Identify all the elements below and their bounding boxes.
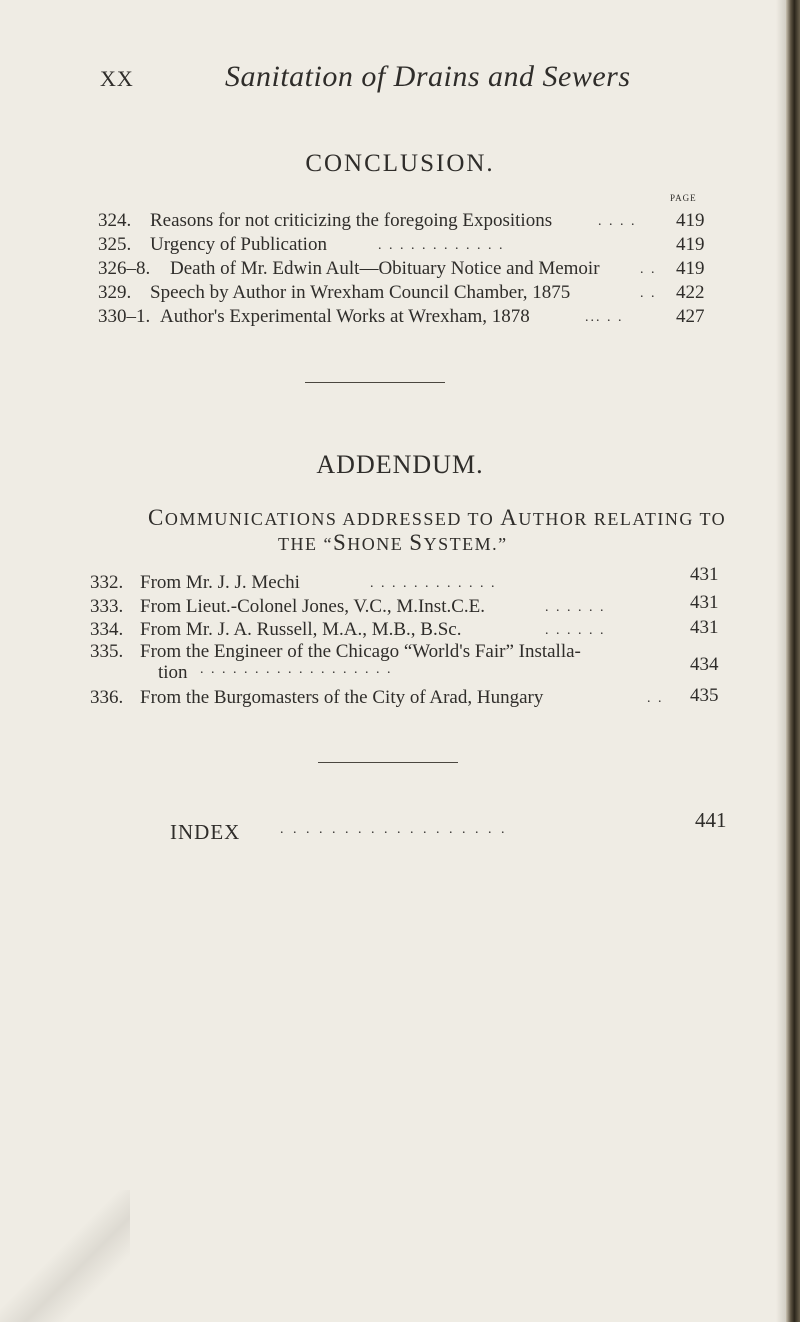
toc-entry-number: 326–8. [98,258,151,279]
dot-leader: . . . . . . . . . . . . . . . . . . [200,662,393,677]
toc-entry [0,258,800,280]
section-divider [305,382,445,383]
dot-leader: . . . . . . [545,623,606,638]
dot-leader: . . . . . . . . . . . . [370,576,497,591]
addendum-subtitle: COMMUNICATIONS ADDRESSED TO AUTHOR RELATING TO [148,505,727,530]
toc-entry-number: 324. [98,210,132,231]
toc-entry-text: Reasons for not criticizing the foregoing Expositions [150,210,553,231]
addendum-entry-number: 335. [90,641,124,662]
addendum-entry [0,564,800,594]
index-label: INDEX [170,820,241,844]
index-entry [0,808,800,846]
addendum-entry-text: tion [158,662,188,683]
addendum-entry-text: From Mr. J. J. Mechi [140,572,300,593]
addendum-entry-text: From the Burgomasters of the City of Arad, Hungary [140,687,544,708]
conclusion-heading: CONCLUSION. [305,150,495,177]
addendum-entry-text: From Lieut.-Colonel Jones, V.C., M.Inst.C.E. [140,596,486,617]
spine-shadow [776,0,786,1322]
page-shadow [0,1190,130,1322]
addendum-entry-text: From Mr. J. A. Russell, M.A., M.B., B.Sc. [140,619,462,640]
addendum-heading: ADDENDUM. [316,450,484,479]
addendum-entry [0,641,800,663]
dot-leader: ... . . [585,310,624,325]
toc-entry [0,306,800,328]
addendum-subtitle-continued: THE “SHONE SYSTEM.” [278,530,508,555]
toc-entry [0,210,800,232]
toc-entry-text: Speech by Author in Wrexham Council Chamber, 1875 [150,282,571,303]
toc-entry-text: Urgency of Publication [150,234,327,255]
dot-leader: . . [647,691,664,706]
addendum-entry [0,592,800,618]
toc-entry-number: 330–1. [98,306,151,327]
addendum-entry-continued [0,654,800,684]
toc-entry [0,282,800,304]
addendum-entry-number: 333. [90,596,124,617]
toc-entry-text: Author's Experimental Works at Wrexham, 1878 [160,306,530,327]
addendum-entry-page: 431 [690,592,719,613]
toc-entry-text: Death of Mr. Edwin Ault—Obituary Notice and Memoir [170,258,600,279]
page-numeral: XX [100,66,134,91]
addendum-entry-text: From the Engineer of the Chicago “World's Fair” Installa- [140,641,581,662]
addendum-entry-number: 332. [90,572,124,593]
dot-leader: . . [640,286,657,301]
toc-entry-page: 419 [676,234,705,255]
page-column-label: PAGE [670,193,697,203]
addendum-entry-page: 431 [690,617,719,638]
toc-entry-page: 422 [676,282,705,303]
dot-leader: . . [640,262,657,277]
toc-entry-page: 419 [676,210,705,231]
book-spine [786,0,800,1322]
addendum-entry-page: 435 [690,685,719,706]
index-page: 441 [695,808,727,832]
addendum-entry-page: 434 [690,654,719,675]
dot-leader: . . . . [598,214,637,229]
running-head [0,60,800,100]
toc-entry-page: 419 [676,258,705,279]
dot-leader: . . . . . . . . . . . . [378,238,505,253]
addendum-entry-number: 334. [90,619,124,640]
addendum-entry-page: 431 [690,564,719,585]
dot-leader: . . . . . . [545,600,606,615]
running-title: Sanitation of Drains and Sewers [225,60,631,93]
dot-leader: . . . . . . . . . . . . . . . . . . [280,822,508,837]
addendum-entry [0,687,800,709]
toc-entry-page: 427 [676,306,705,327]
toc-entry-number: 329. [98,282,132,303]
section-divider [318,762,458,763]
addendum-entry [0,619,800,641]
toc-entry [0,234,800,256]
toc-entry-number: 325. [98,234,132,255]
addendum-entry-number: 336. [90,687,124,708]
